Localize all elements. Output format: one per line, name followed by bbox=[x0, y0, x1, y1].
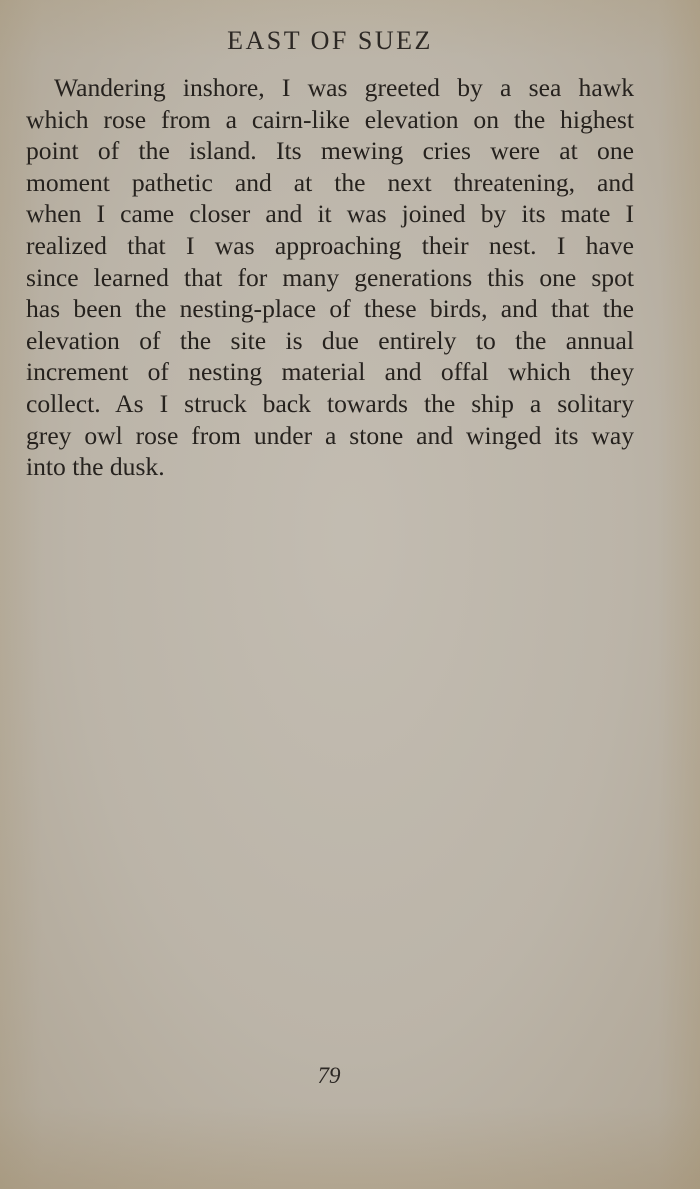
text-line: moment pathetic and at the next threatening, and bbox=[26, 167, 634, 197]
page-number: 79 bbox=[317, 1063, 341, 1088]
text-line: collect. As I struck back towards the ship a solitary bbox=[26, 388, 634, 418]
text-line: Wandering inshore, I was greeted by a sea hawk bbox=[54, 73, 634, 102]
text-line: has been the nesting-place of these birds, and that the bbox=[26, 294, 634, 324]
text-line: grey owl rose from under a stone and winged its way bbox=[26, 420, 634, 450]
text-line: which rose from a cairn-like elevation on the highest bbox=[26, 104, 634, 134]
text-line: increment of nesting material and offal which they bbox=[26, 357, 634, 387]
text-line: since learned that for many generations this one spot bbox=[26, 262, 634, 292]
text-line: elevation of the site is due entirely to the annual bbox=[26, 325, 634, 355]
text-line: realized that I was approaching their nest. I have bbox=[26, 230, 634, 260]
text-line: when I came closer and it was joined by its mate I bbox=[26, 199, 634, 229]
text-line: into the dusk. bbox=[26, 452, 165, 482]
text-line: point of the island. Its mewing cries were at one bbox=[26, 136, 634, 166]
running-head: EAST OF SUEZ bbox=[227, 26, 433, 55]
body-paragraph bbox=[26, 72, 634, 483]
